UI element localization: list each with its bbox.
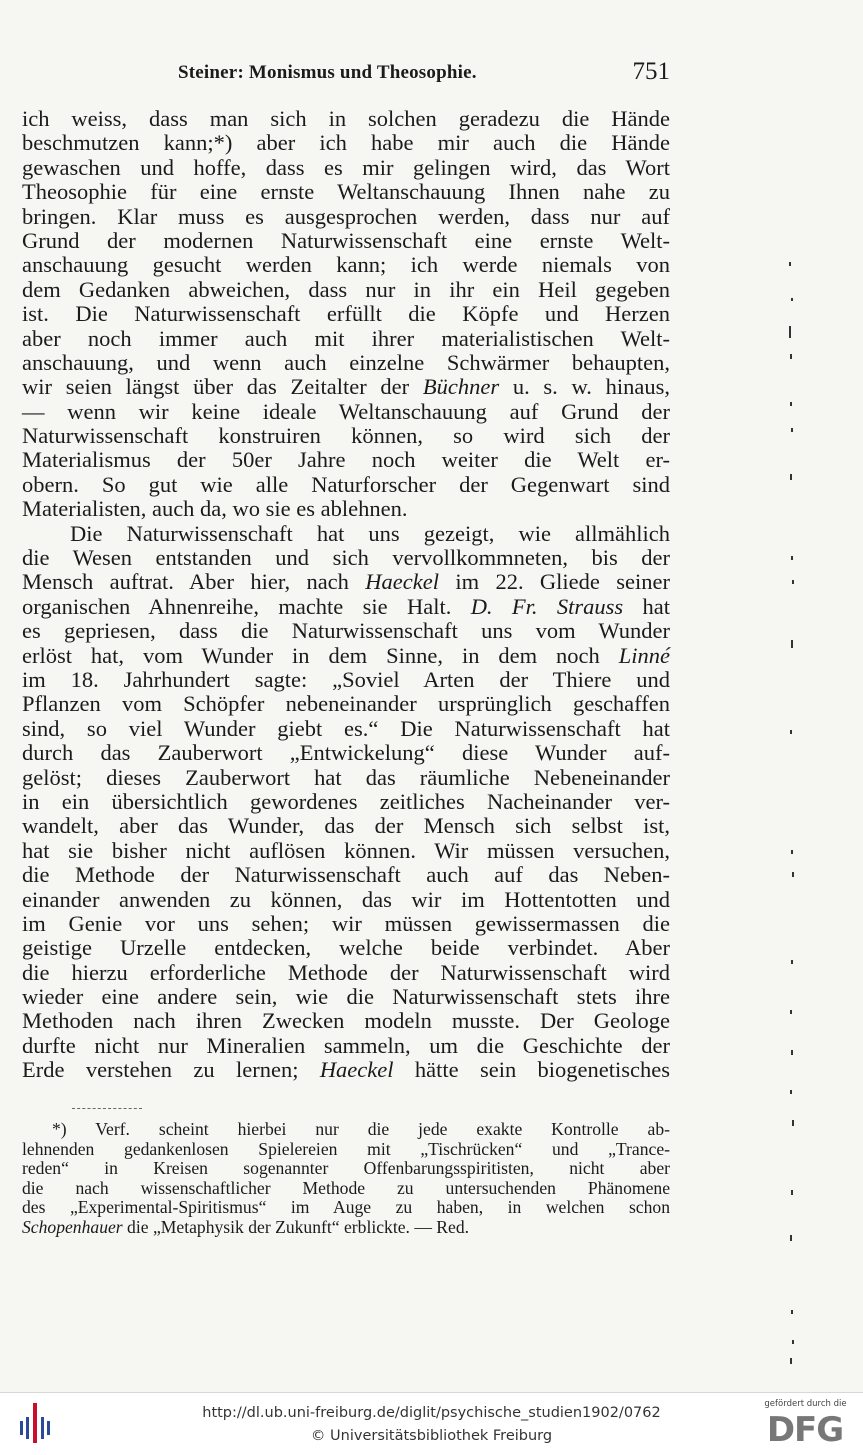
text-line: wandelt, aber das Wunder, das der Mensch sich selbst ist, [22,813,670,839]
text-line: Methoden nach ihren Zwecken modeln musste. Der Geologe [22,1008,670,1034]
footnote-divider [72,1108,142,1109]
text-line: im Genie vor uns sehen; wir müssen gewissermassen die [22,910,670,936]
text-line: einander anwenden zu können, das wir im Hottentotten und [22,886,670,912]
text-line: ich weiss, dass man sich in solchen geradezu die Hände [22,106,670,131]
page-number: 751 [632,58,670,85]
running-title: Steiner: Monismus und Theosophie. [178,62,477,83]
footnote [22,1120,670,1237]
text-line: ist. Die Naturwissenschaft erfüllt die Köpfe und Herzen [22,301,670,327]
text-line: gelöst; dieses Zauberwort hat das räumliche Nebeneinander [22,764,670,790]
text-line: beschmutzen kann;*) aber ich habe mir auch die Hände [22,130,670,156]
dfg-funding-logo [758,1399,853,1449]
text-line: — wenn wir keine ideale Weltanschauung auf Grund der [22,398,670,424]
viewer-footer [0,1392,863,1455]
text-line: Die Naturwissenschaft hat uns gezeigt, wie allmählich [70,520,670,546]
text-line: dem Gedanken abweichen, dass nur in ihr ein Heil gegeben [22,276,670,302]
running-header [170,58,670,88]
text-line: im 18. Jahrhundert sagte: „Soviel Arten der Thiere und [22,666,670,692]
text-line: obern. So gut wie alle Naturforscher der Gegenwart sind [22,471,670,497]
scan-margin-specks [785,250,805,1370]
text-line: bringen. Klar muss es ausgesprochen werden, dass nur auf [22,203,670,229]
text-line: es gepriesen, dass die Naturwissenschaft uns vom Wunder [22,618,670,644]
text-line: hat sie bisher nicht auflösen können. Wir müssen versuchen, [22,837,670,863]
text-line: Materialisten, auch da, wo sie es ablehnen. [22,496,408,522]
text-line: geistige Urzelle entdecken, welche beide verbindet. Aber [22,935,670,961]
dfg-logo-icon: DFG [766,1410,844,1450]
text-line: wieder eine andere sein, wie die Naturwissenschaft stets ihre [22,984,670,1010]
text-line: Grund der modernen Naturwissenschaft eine ernste Welt- [22,227,670,253]
footnote-line: lehnenden gedankenlosen Spielereien mit „Tischrücken“ und „Trance- [22,1138,670,1159]
text-line: durch das Zauberwort „Entwickelung“ diese Wunder auf- [22,740,670,766]
text-line: die Methode der Naturwissenschaft auch auf das Neben- [22,862,670,888]
text-line: Theosophie für eine ernste Weltanschauung Ihnen nahe zu [22,179,670,205]
text-line: Materialismus der 50er Jahre noch weiter die Welt er- [22,447,670,473]
text-line: Mensch auftrat. Aber hier, nach Haeckel im 22. Gliede seiner [22,569,670,595]
text-line: durfte nicht nur Mineralien sammeln, um die Geschichte der [22,1032,670,1058]
footnote-line: des „Experimental-Spiritismus“ im Auge zu haben, in welchen schon [22,1197,670,1217]
footnote-line: Schopenhauer die „Metaphysik der Zukunft“ erblickte. — Red. [22,1216,470,1237]
main-text [22,107,670,1083]
text-line: erlöst hat, vom Wunder in dem Sinne, in dem noch Linné [22,642,670,668]
text-line: organischen Ahnenreihe, machte sie Halt. D. Fr. Strauss hat [22,593,670,619]
text-line: anschauung gesucht werden kann; ich werde niemals von [22,252,670,278]
text-line: die hierzu erforderliche Methode der Naturwissenschaft wird [22,959,670,985]
footnote-line: *) Verf. scheint hierbei nur die jede exakte Kontrolle ab- [52,1119,670,1139]
text-line: sind, so viel Wunder giebt es.“ Die Naturwissenschaft hat [22,715,670,741]
dfg-caption: gefördert durch die [764,1399,847,1409]
footnote-line: die nach wissenschaftlicher Methode zu untersuchenden Phänomene [22,1177,670,1198]
text-line: die Wesen entstanden und sich vervollkommneten, bis der [22,545,670,571]
copyright-notice: © Universitätsbibliothek Freiburg [310,1428,553,1444]
text-line: Pflanzen vom Schöpfer nebeneinander ursprünglich geschaffen [22,691,670,717]
footnote-line: reden“ in Kreisen sogenannter Offenbarungsspiritisten, nicht aber [22,1158,670,1178]
text-line: anschauung, und wenn auch einzelne Schwärmer behaupten, [22,349,670,375]
text-line: Naturwissenschaft konstruiren können, so wird sich der [22,423,670,449]
text-line: wir seien längst über das Zeitalter der Büchner u. s. w. hinaus, [22,374,670,400]
text-line: gewaschen und hoffe, dass es mir gelingen wird, das Wort [22,154,670,180]
text-line: aber noch immer auch mit ihrer materialistischen Welt- [22,325,670,351]
text-line: in ein übersichtlich gewordenes zeitliches Nacheinander ver- [22,788,670,814]
text-line: Erde verstehen zu lernen; Haeckel hätte sein biogenetisches [22,1057,671,1083]
permalink-url[interactable]: http://dl.ub.uni-freiburg.de/diglit/psychische_studien1902/0762 [202,1405,661,1421]
